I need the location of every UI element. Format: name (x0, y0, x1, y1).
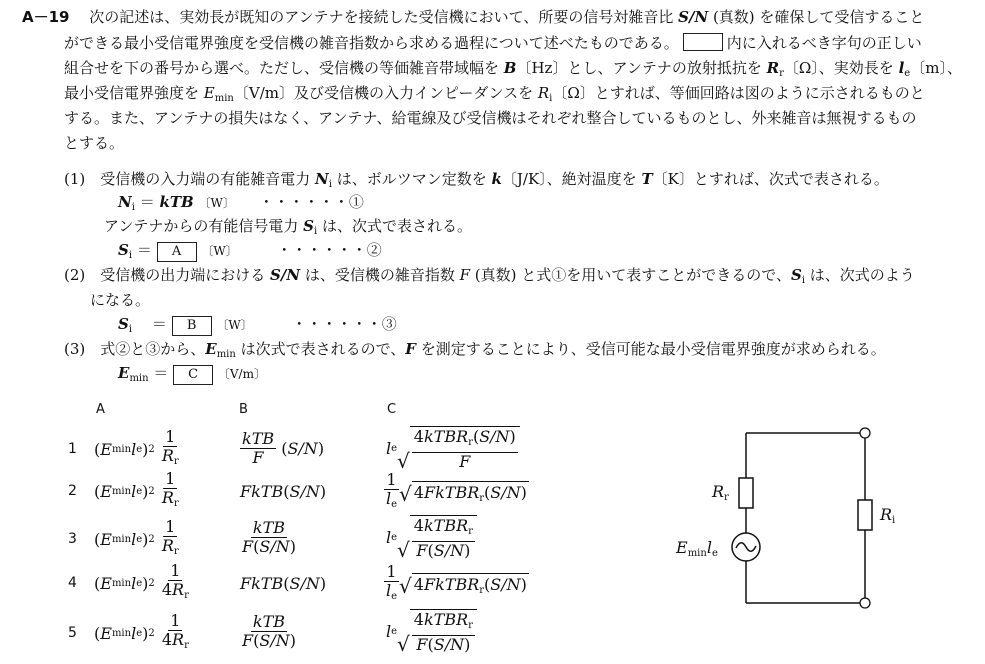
choice-row-5[interactable]: 5 (68, 625, 77, 641)
row-1-a: ( E min l e ) 2 $\frac{1}{R_r}$ (94, 426, 179, 467)
row-1-b: $\frac{\text{kTB}}{F}$ ( S/N ) (242, 428, 325, 467)
choice-row-2[interactable]: 2 (68, 483, 77, 499)
choice-row-3[interactable]: 3 (68, 531, 77, 547)
question-number: A－19 (22, 8, 70, 26)
row-1-c: l e √ $\frac{4kTBR_r(S/N)}{F}$ (386, 426, 520, 470)
item-2-equation: $S_i$ ＝ B 〔W〕 ・・・・・・③ (118, 315, 397, 335)
intro-line-2: ができる最小受信電界強度を受信機の雑音指数から求める過程について述べたものである。 内に入れるべき字句の正しい (64, 34, 922, 52)
row-4-c: $\frac{1}{l_e}$ √ 4FkTBR$_r$(S/N) (386, 561, 527, 602)
rr-resistor (739, 478, 753, 508)
intro-line-4: 最小受信電界強度を $E_{min}$〔V/m〕及び受信機の入力インピーダンスを $R_i$〔Ω〕とすれば、等価回路は図のように示されるものと (64, 84, 925, 104)
row-2-c: $\frac{1}{l_e}$ √ 4FkTBR$_r$(S/N) (386, 469, 527, 510)
intro-line-1: 次の記述は、実効長が既知のアンテナを接続した受信機において、所要の信号対雑音比 S/N (真数) を確保して受信すること (74, 8, 925, 26)
intro-line-5: する。また、アンテナの損失はなく、アンテナ、給電線及び受信機はそれぞれ整合しているものとし、外来雑音は無視するもの (64, 109, 917, 127)
row-5-a: ( E min l e ) 2 $\frac{1}{4R_r}$ (94, 610, 189, 651)
choice-row-1[interactable]: 1 (68, 441, 77, 457)
ri-resistor (858, 500, 872, 530)
intro-line-6: とする。 (64, 134, 125, 152)
terminal-bottom (860, 598, 870, 608)
row-5-b: $\frac{\text{kTB}}{F(S/N)}$ (242, 611, 296, 650)
intro-line-3: 組合せを下の番号から選べ。ただし、受信機の等価雑音帯域幅を B〔Hz〕とし、アンテナの放射抵抗を $R_r$〔Ω〕、実効長を $l_e$〔m〕、 (64, 59, 962, 79)
row-4-a: ( E min l e ) 2 $\frac{1}{4R_r}$ (94, 560, 189, 601)
blank-c: C (173, 365, 213, 385)
header-b: B (239, 402, 248, 417)
row-2-b: FkTB ( S/N ) (240, 481, 327, 501)
row-3-b: $\frac{\text{kTB}}{F(S/N)}$ (242, 517, 296, 556)
question-block (22, 8, 924, 26)
source-label: $E_{min}l_e$ (676, 538, 718, 559)
row-4-b: FkTB ( S/N ) (240, 573, 327, 593)
item-2-text2: になる。 (90, 291, 151, 309)
blank-box (683, 33, 723, 51)
item-1-text: (1) 受信機の入力端の有能雑音電力 $N_i$ は、ボルツマン定数を k〔J/K〕、絶対温度を T〔K〕とすれば、次式で表される。 (64, 170, 889, 190)
item-3-text: (3) 式②と③から、$E_{min}$ は次式で表されるので、F を測定することにより、受信可能な最小受信電界強度が求められる。 (64, 340, 886, 360)
rr-label: $R_r$ (712, 482, 729, 503)
item-2-text: (2) 受信機の出力端における S/N は、受信機の雑音指数 F (真数) と式①を用いて表すことができるので、$S_i$ は、次式のよう (64, 266, 915, 286)
blank-a: A (157, 242, 197, 262)
row-3-c: l e √ $\frac{4kTBR_r}{F(S/N)}$ (386, 514, 477, 560)
choice-row-4[interactable]: 4 (68, 575, 77, 591)
row-5-c: l e √ $\frac{4kTBR_r}{F(S/N)}$ (386, 608, 477, 654)
header-a: A (96, 402, 105, 417)
equivalent-circuit-diagram (660, 420, 890, 620)
item-1-equation2: $S_i = A$ 〔W〕 ・・・・・・② (118, 241, 382, 261)
terminal-top (860, 428, 870, 438)
item-1-text2: アンテナからの有能信号電力 $S_i$ は、次式で表される。 (104, 217, 472, 237)
header-c: C (387, 402, 397, 417)
item-3-equation: $E_{min} = C$ 〔V/m〕 (118, 364, 266, 384)
blank-b: B (172, 316, 212, 336)
row-2-a: ( E min l e ) 2 $\frac{1}{R_r}$ (94, 468, 179, 509)
ri-label: $R_i$ (880, 505, 896, 526)
item-1-equation: $N_i$ ＝ kTB 〔W〕 ・・・・・・① (118, 193, 364, 213)
row-3-a: ( E min l e ) 2 $\frac{1}{R_r}$ (94, 516, 179, 557)
